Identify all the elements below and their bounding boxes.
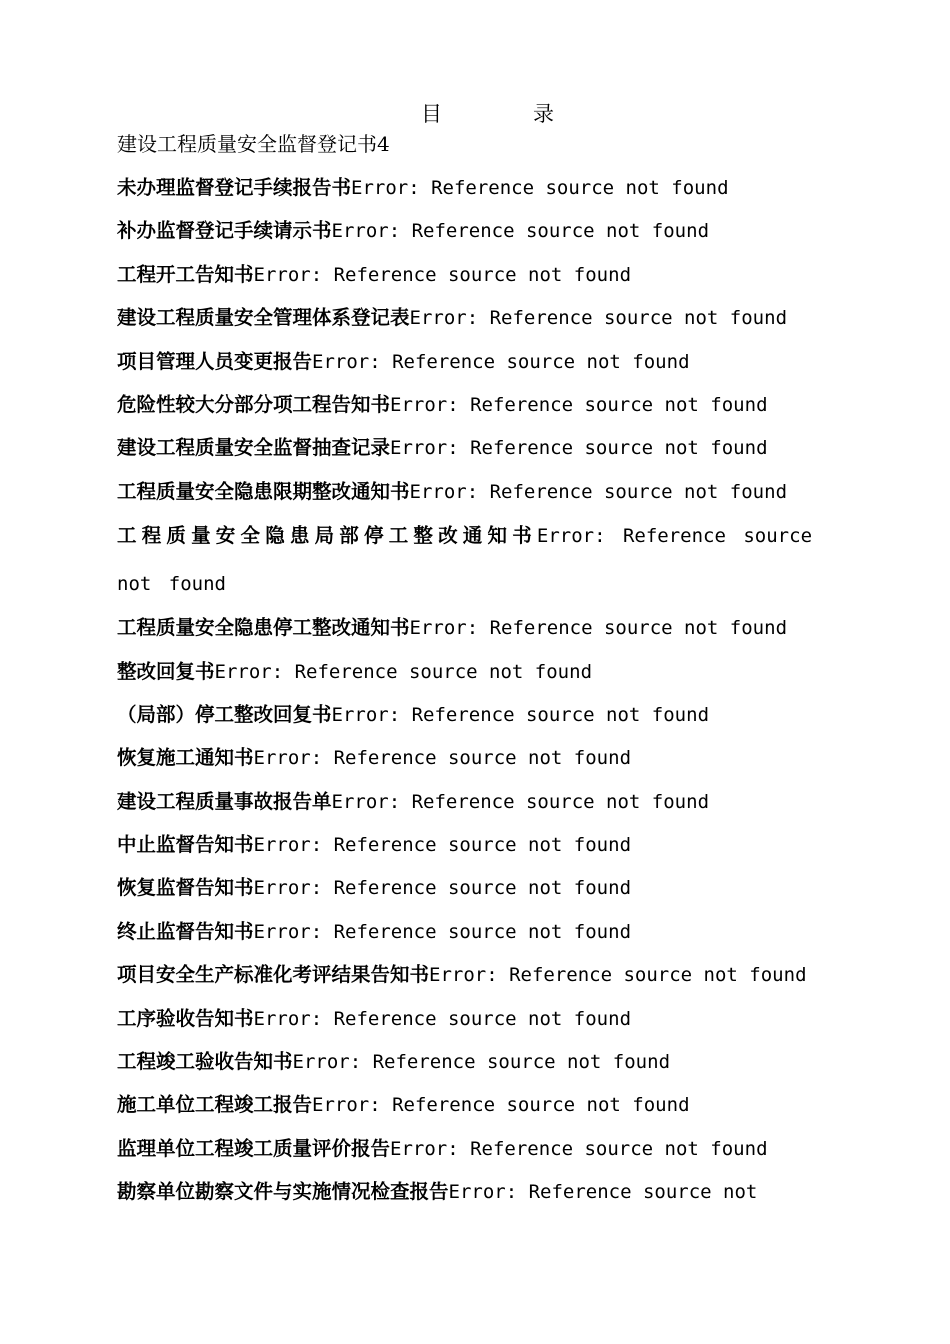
toc-entry-text: 建设工程质量事故报告单 xyxy=(117,789,332,813)
toc-entry-text: 工程质量安全隐患停工整改通知书 xyxy=(117,616,410,640)
toc-entry[interactable] xyxy=(117,1132,862,1166)
toc-entry-error-ref: Error: Reference source not found xyxy=(253,263,632,286)
toc-entry-error-ref: Error: Reference source not found xyxy=(253,834,632,857)
toc-entry[interactable] xyxy=(117,655,862,689)
toc-entry-text: 整改回复书 xyxy=(117,659,215,683)
toc-entry-text: 终止监督告知书 xyxy=(117,919,254,943)
toc-entry-text: （局部）停工整改回复书 xyxy=(117,702,332,726)
toc-entry-text: 中止监督告知书 xyxy=(117,833,254,857)
toc-entry-text: 勘察单位勘察文件与实施情况检查报告 xyxy=(117,1180,449,1204)
toc-entry[interactable] xyxy=(117,171,862,205)
toc-entry-error-ref: Error: Reference source not found xyxy=(390,393,768,416)
toc-entry[interactable] xyxy=(117,301,862,335)
toc-entry-error-ref: Error: Reference source not found xyxy=(214,660,593,683)
toc-entry-text: 危险性较大分部分项工程告知书 xyxy=(117,392,391,416)
toc-entry[interactable] xyxy=(117,871,862,905)
toc-entry-text: 建设工程质量安全管理体系登记表 xyxy=(117,306,410,330)
toc-entry-first[interactable] xyxy=(117,130,390,158)
toc-entry-error-ref: Error: Reference source not found xyxy=(253,877,632,900)
toc-entry-error-ref: Error: Reference source not found xyxy=(331,790,710,813)
toc-entry-text: 工程质量安全隐患局部停工整改通知书 xyxy=(117,524,537,548)
toc-entry-text: 未办理监督登记手续报告书 xyxy=(117,176,352,199)
toc-title-char-1: 目 xyxy=(421,102,442,126)
toc-title-char-2: 录 xyxy=(533,102,554,126)
toc-entry-text: 项目安全生产标准化考评结果告知书 xyxy=(117,963,430,987)
toc-entry[interactable] xyxy=(117,915,862,949)
toc-entry-error-ref: Error: Reference source not found xyxy=(253,747,632,770)
toc-entry-text: 建设工程质量安全监督抽查记录 xyxy=(117,436,391,460)
toc-entry-wrapped[interactable] xyxy=(117,512,862,608)
toc-entry[interactable] xyxy=(117,1088,862,1122)
toc-entry-error-ref: Error: Reference source not found xyxy=(253,920,632,943)
toc-entry[interactable] xyxy=(117,214,862,248)
toc-title xyxy=(0,98,950,130)
toc-entry-error-ref: Error: Reference source not found xyxy=(312,350,690,373)
toc-entry[interactable] xyxy=(117,258,862,292)
toc-list xyxy=(117,171,862,1219)
toc-entry[interactable] xyxy=(117,698,862,732)
toc-entry-text: 恢复监督告知书 xyxy=(117,876,254,900)
toc-entry-text: 工程质量安全隐患限期整改通知书 xyxy=(117,479,410,503)
toc-entry-text: 工序验收告知书 xyxy=(117,1006,254,1030)
toc-entry-error-ref: Error: Reference source not found xyxy=(409,617,788,640)
toc-entry[interactable] xyxy=(117,828,862,862)
toc-entry-error-ref: Error: Reference source not found xyxy=(253,1007,632,1030)
toc-entry-error-ref: Error: Reference source not found xyxy=(390,1137,768,1160)
toc-entry-error-ref: Error: Reference source not found xyxy=(331,703,710,726)
toc-entry[interactable] xyxy=(117,345,862,379)
toc-entry[interactable] xyxy=(117,611,862,645)
toc-entry-error-ref: Error: Reference source not found xyxy=(429,964,807,987)
toc-entry[interactable] xyxy=(117,431,862,465)
toc-entry[interactable] xyxy=(117,741,862,775)
toc-entry[interactable] xyxy=(117,388,862,422)
toc-entry-error-ref: Error: Reference source not found xyxy=(117,525,813,596)
toc-entry-error-ref: Error: Reference source not found xyxy=(409,480,788,503)
toc-entry-text: 项目管理人员变更报告 xyxy=(117,349,313,373)
toc-entry[interactable] xyxy=(117,475,862,509)
toc-entry[interactable] xyxy=(117,1002,862,1036)
toc-entry-text: 监理单位工程竣工质量评价报告 xyxy=(117,1136,391,1160)
toc-entry-error-ref: Error: Reference source not found xyxy=(312,1094,690,1117)
toc-entry[interactable] xyxy=(117,1045,862,1079)
toc-entry-text: 施工单位工程竣工报告 xyxy=(117,1093,313,1117)
toc-entry[interactable] xyxy=(117,1175,862,1209)
toc-entry-error-ref: Error: Reference source not found xyxy=(409,307,788,330)
toc-entry[interactable] xyxy=(117,958,862,992)
toc-entry-error-ref: Error: Reference source not xyxy=(448,1181,758,1204)
toc-entry-error-ref: Error: Reference source not found xyxy=(331,220,710,243)
toc-entry-page-number: 4 xyxy=(377,132,390,156)
toc-entry-text: 工程竣工验收告知书 xyxy=(117,1050,293,1074)
toc-entry-text: 补办监督登记手续请示书 xyxy=(117,219,332,243)
toc-entry-text: 恢复施工通知书 xyxy=(117,746,254,770)
toc-entry-error-ref: Error: Reference source not found xyxy=(292,1051,671,1074)
toc-entry-text: 工程开工告知书 xyxy=(117,262,254,286)
toc-entry[interactable] xyxy=(117,785,862,819)
toc-entry-error-ref: Error: Reference source not found xyxy=(390,437,768,460)
toc-entry-text: 建设工程质量安全监督登记书 xyxy=(117,132,377,156)
toc-entry-error-ref: Error: Reference source not found xyxy=(351,177,729,199)
